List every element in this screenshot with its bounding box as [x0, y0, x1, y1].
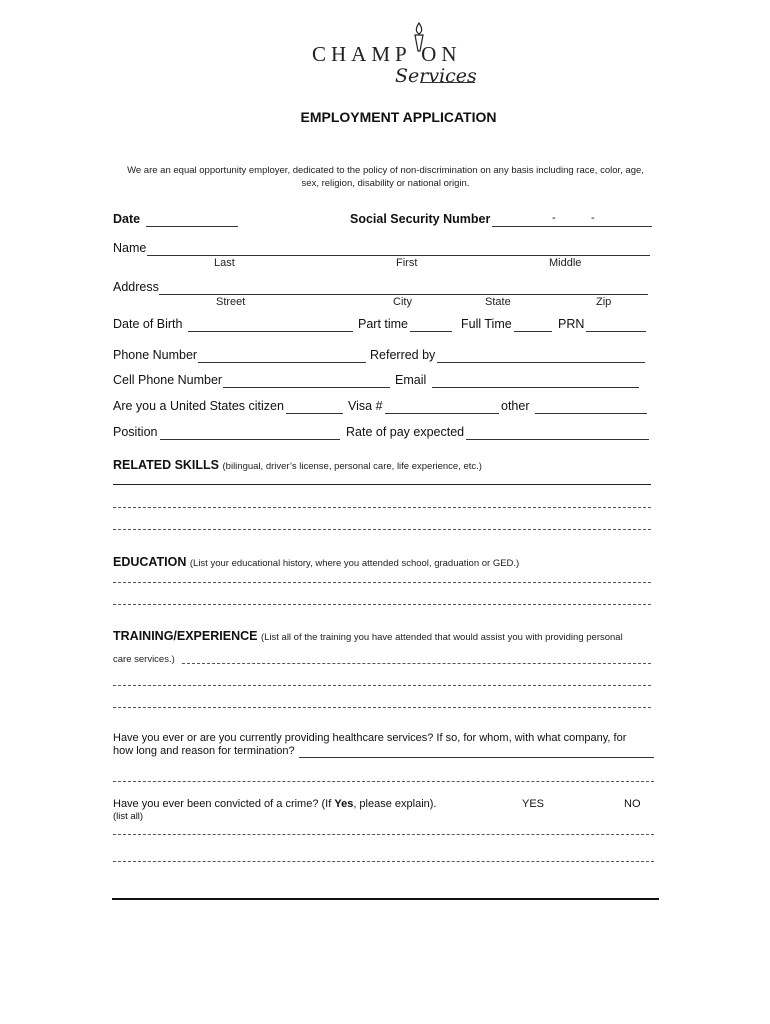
cell-phone-field[interactable]	[223, 387, 390, 388]
address-field[interactable]	[159, 294, 648, 295]
name-first-caption: First	[396, 257, 418, 269]
skills-line-1[interactable]	[113, 484, 651, 485]
name-last-caption: Last	[214, 257, 235, 269]
prn-field[interactable]	[586, 331, 646, 332]
address-zip-caption: Zip	[596, 296, 612, 308]
training-note: (List all of the training you have attended that would assist you with providing personal	[260, 632, 623, 643]
ssn-label: Social Security Number	[350, 212, 491, 226]
cell-phone-label: Cell Phone Number	[113, 373, 223, 387]
crime-question	[113, 798, 436, 810]
dob-label: Date of Birth	[113, 317, 183, 331]
skills-heading	[113, 458, 482, 472]
skills-line-2[interactable]	[113, 507, 651, 508]
date-label: Date	[113, 212, 141, 226]
rate-field[interactable]	[466, 439, 649, 440]
training-line-1[interactable]	[182, 663, 651, 664]
logo-brand-top: CHAMP ON	[312, 42, 462, 66]
address-state-caption: State	[485, 296, 511, 308]
email-field[interactable]	[432, 387, 639, 388]
position-field[interactable]	[160, 439, 340, 440]
name-middle-caption: Middle	[549, 257, 582, 269]
crime-question-post: , please explain).	[353, 798, 437, 810]
healthcare-line-1[interactable]	[113, 781, 654, 782]
full-time-label: Full Time	[461, 317, 512, 331]
crime-list-all: (list all)	[113, 811, 144, 822]
healthcare-answer-inline[interactable]	[299, 757, 654, 758]
other-field[interactable]	[535, 413, 647, 414]
page-title: EMPLOYMENT APPLICATION	[300, 109, 497, 125]
logo-swash	[420, 82, 475, 83]
address-city-caption: City	[393, 296, 412, 308]
visa-label: Visa #	[348, 399, 383, 413]
training-line-3[interactable]	[113, 707, 651, 708]
training-note-cont: care services.)	[113, 654, 175, 665]
part-time-field[interactable]	[410, 331, 452, 332]
skills-line-3[interactable]	[113, 529, 651, 530]
logo-brand-script: Services	[395, 65, 477, 87]
phone-field[interactable]	[198, 362, 366, 363]
training-heading	[113, 629, 623, 643]
company-logo	[300, 22, 480, 92]
ssn-field[interactable]	[492, 226, 652, 227]
education-heading	[113, 555, 519, 569]
healthcare-question-line1: Have you ever or are you currently providing healthcare services? If so, for whom, with what company, for	[113, 732, 627, 744]
date-field[interactable]	[146, 226, 238, 227]
email-label: Email	[395, 373, 427, 387]
training-title: TRAINING/EXPERIENCE	[113, 629, 258, 643]
ssn-separator-2: -	[591, 212, 595, 224]
crime-question-pre: Have you ever been convicted of a crime? (If	[113, 798, 335, 810]
education-line-1[interactable]	[113, 582, 651, 583]
education-note: (List your educational history, where you attended school, graduation or GED.)	[189, 558, 520, 569]
prn-label: PRN	[558, 317, 585, 331]
phone-label: Phone Number	[113, 348, 198, 362]
name-field[interactable]	[147, 255, 650, 256]
dob-field[interactable]	[188, 331, 353, 332]
citizen-field[interactable]	[286, 413, 343, 414]
referred-by-field[interactable]	[437, 362, 645, 363]
name-label: Name	[113, 241, 147, 255]
address-label: Address	[113, 280, 159, 294]
full-time-field[interactable]	[514, 331, 552, 332]
eeo-statement: We are an equal opportunity employer, dedicated to the policy of non-discrimination on any basis including race, color, age, sex, religion, disability or national origin.	[127, 165, 644, 189]
healthcare-question-line2: how long and reason for termination?	[113, 745, 295, 757]
rate-label: Rate of pay expected	[346, 425, 465, 439]
ssn-separator-1: -	[552, 212, 556, 224]
education-line-2[interactable]	[113, 604, 651, 605]
address-street-caption: Street	[216, 296, 246, 308]
crime-line-1[interactable]	[113, 834, 654, 835]
visa-field[interactable]	[385, 413, 499, 414]
education-title: EDUCATION	[113, 555, 187, 569]
other-label: other	[501, 399, 530, 413]
citizen-label: Are you a United States citizen	[113, 399, 284, 413]
crime-question-yes-bold: Yes	[334, 798, 354, 810]
training-line-2[interactable]	[113, 685, 651, 686]
skills-note: (bilingual, driver’s license, personal care, life experience, etc.)	[222, 461, 482, 472]
position-label: Position	[113, 425, 158, 439]
skills-title: RELATED SKILLS	[113, 458, 220, 472]
crime-no-option[interactable]: NO	[624, 798, 641, 810]
referred-by-label: Referred by	[370, 348, 436, 362]
bottom-rule	[112, 898, 659, 900]
part-time-label: Part time	[358, 317, 409, 331]
crime-line-2[interactable]	[113, 861, 654, 862]
crime-yes-option[interactable]: YES	[522, 798, 545, 810]
